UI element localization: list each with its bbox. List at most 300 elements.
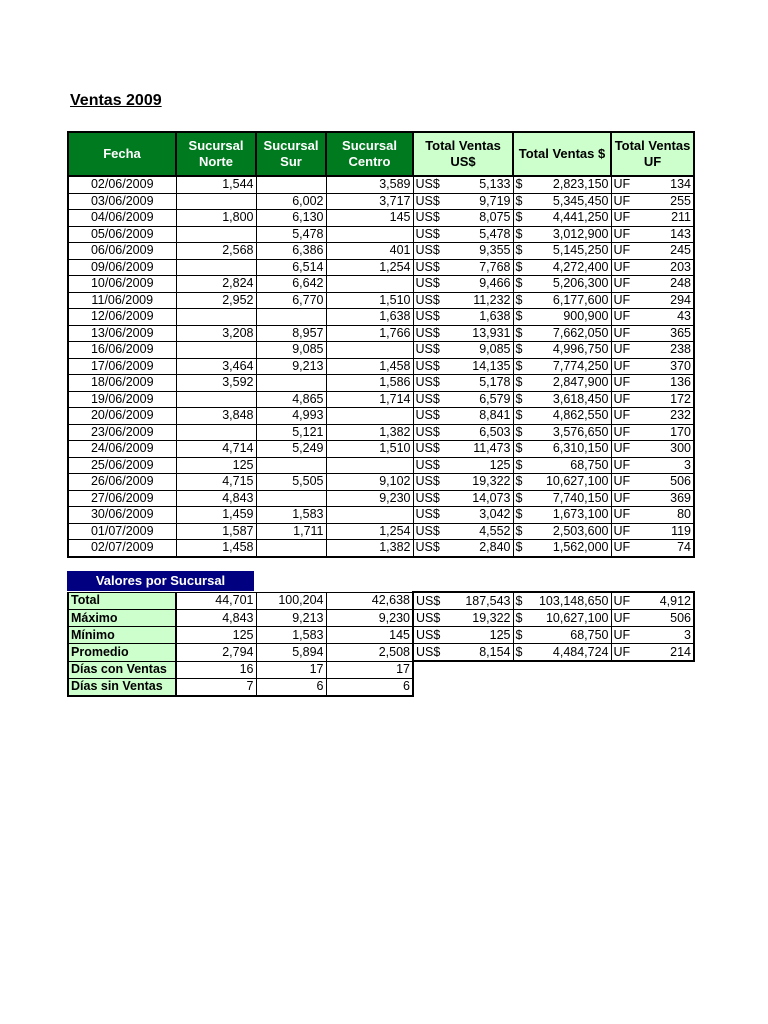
cell-fecha[interactable]: 16/06/2009	[68, 342, 176, 359]
cell-clp-symbol[interactable]: $	[513, 490, 533, 507]
header-uf[interactable]: Total Ventas UF	[611, 132, 694, 176]
cell-uf-symbol[interactable]: UF	[611, 358, 635, 375]
header-centro[interactable]: Sucursal Centro	[326, 132, 413, 176]
summary-title: Valores por Sucursal	[67, 571, 254, 591]
header-row	[68, 132, 694, 176]
cell-usd-symbol[interactable]: US$	[413, 325, 453, 342]
cell-uf[interactable]: 294	[635, 292, 694, 309]
cell-usd[interactable]: 6,503	[453, 424, 513, 441]
cell-usd-symbol[interactable]: US$	[413, 375, 453, 392]
cell-fecha[interactable]: 17/06/2009	[68, 358, 176, 375]
cell-fecha[interactable]: 27/06/2009	[68, 490, 176, 507]
cell-clp-symbol[interactable]: $	[513, 408, 533, 425]
cell-sur[interactable]	[256, 176, 326, 193]
cell-usd[interactable]: 11,473	[453, 441, 513, 458]
cell-clp-symbol[interactable]: $	[513, 441, 533, 458]
cell-clp-symbol[interactable]: $	[513, 540, 533, 557]
cell-fecha[interactable]: 02/07/2009	[68, 540, 176, 557]
cell-clp[interactable]: 4,862,550	[533, 408, 611, 425]
sales-table	[67, 131, 695, 558]
summary-norte[interactable]: 2,794	[176, 644, 256, 662]
cell-sur[interactable]: 5,478	[256, 226, 326, 243]
cell-norte[interactable]	[176, 193, 256, 210]
cell-norte[interactable]: 1,458	[176, 540, 256, 557]
cell-centro[interactable]: 1,254	[326, 523, 413, 540]
summary-norte[interactable]: 4,843	[176, 610, 256, 627]
cell-sur[interactable]	[256, 457, 326, 474]
cell-uf-symbol[interactable]: UF	[611, 540, 635, 557]
cell-clp[interactable]: 5,145,250	[533, 243, 611, 260]
cell-fecha[interactable]: 09/06/2009	[68, 259, 176, 276]
cell-uf-symbol[interactable]: UF	[611, 408, 635, 425]
cell-fecha[interactable]: 03/06/2009	[68, 193, 176, 210]
cell-uf[interactable]: 134	[635, 176, 694, 193]
cell-uf[interactable]: 170	[635, 424, 694, 441]
summary-uf-symbol[interactable]: UF	[611, 592, 635, 610]
cell-clp[interactable]: 4,441,250	[533, 210, 611, 227]
cell-uf[interactable]: 211	[635, 210, 694, 227]
cell-uf-symbol[interactable]: UF	[611, 176, 635, 193]
summary-usd[interactable]: 8,154	[453, 644, 513, 662]
cell-fecha[interactable]: 11/06/2009	[68, 292, 176, 309]
cell-sur[interactable]	[256, 490, 326, 507]
cell-centro[interactable]: 1,586	[326, 375, 413, 392]
cell-sur[interactable]: 1,583	[256, 507, 326, 524]
cell-usd[interactable]: 1,638	[453, 309, 513, 326]
summary-centro[interactable]: 42,638	[326, 592, 413, 610]
cell-clp-symbol[interactable]: $	[513, 243, 533, 260]
cell-usd[interactable]: 11,232	[453, 292, 513, 309]
summary-centro[interactable]: 145	[326, 627, 413, 644]
cell-usd-symbol[interactable]: US$	[413, 176, 453, 193]
cell-sur[interactable]: 6,642	[256, 276, 326, 293]
cell-usd[interactable]: 8,841	[453, 408, 513, 425]
cell-usd[interactable]: 9,719	[453, 193, 513, 210]
cell-clp-symbol[interactable]: $	[513, 276, 533, 293]
cell-clp[interactable]: 1,562,000	[533, 540, 611, 557]
cell-uf[interactable]: 3	[635, 457, 694, 474]
cell-usd[interactable]: 9,466	[453, 276, 513, 293]
cell-uf-symbol[interactable]: UF	[611, 342, 635, 359]
cell-clp[interactable]: 4,996,750	[533, 342, 611, 359]
cell-centro[interactable]: 1,382	[326, 424, 413, 441]
cell-usd-symbol[interactable]: US$	[413, 342, 453, 359]
cell-uf-symbol[interactable]: UF	[611, 507, 635, 524]
cell-centro[interactable]: 1,510	[326, 292, 413, 309]
cell-usd[interactable]: 14,073	[453, 490, 513, 507]
summary-norte[interactable]: 125	[176, 627, 256, 644]
cell-sur[interactable]	[256, 540, 326, 557]
cell-usd-symbol[interactable]: US$	[413, 424, 453, 441]
cell-usd-symbol[interactable]: US$	[413, 441, 453, 458]
summary-label: Promedio	[68, 644, 176, 662]
cell-uf-symbol[interactable]: UF	[611, 375, 635, 392]
cell-fecha[interactable]: 25/06/2009	[68, 457, 176, 474]
cell-uf-symbol[interactable]: UF	[611, 243, 635, 260]
cell-usd-symbol[interactable]: US$	[413, 507, 453, 524]
cell-clp[interactable]: 7,740,150	[533, 490, 611, 507]
cell-clp[interactable]: 1,673,100	[533, 507, 611, 524]
cell-usd-symbol[interactable]: US$	[413, 226, 453, 243]
cell-usd[interactable]: 8,075	[453, 210, 513, 227]
summary-uf-symbol[interactable]: UF	[611, 627, 635, 644]
blank-cell	[635, 678, 694, 696]
cell-uf[interactable]: 43	[635, 309, 694, 326]
cell-norte[interactable]	[176, 424, 256, 441]
cell-usd-symbol[interactable]: US$	[413, 540, 453, 557]
header-clp[interactable]: Total Ventas $	[513, 132, 611, 176]
table-row	[68, 375, 694, 392]
cell-clp[interactable]: 3,618,450	[533, 391, 611, 408]
cell-fecha[interactable]: 20/06/2009	[68, 408, 176, 425]
cell-clp-symbol[interactable]: $	[513, 507, 533, 524]
cell-clp-symbol[interactable]: $	[513, 226, 533, 243]
cell-centro[interactable]: 145	[326, 210, 413, 227]
table-row	[68, 193, 694, 210]
cell-usd-symbol[interactable]: US$	[413, 210, 453, 227]
summary-row	[68, 644, 694, 662]
summary-norte[interactable]: 7	[176, 678, 256, 696]
cell-centro[interactable]	[326, 457, 413, 474]
table-row	[68, 424, 694, 441]
cell-centro[interactable]	[326, 507, 413, 524]
cell-fecha[interactable]: 12/06/2009	[68, 309, 176, 326]
cell-norte[interactable]: 3,848	[176, 408, 256, 425]
cell-clp-symbol[interactable]: $	[513, 193, 533, 210]
table-row	[68, 243, 694, 260]
table-row	[68, 441, 694, 458]
cell-centro[interactable]	[326, 408, 413, 425]
summary-label: Mínimo	[68, 627, 176, 644]
cell-uf[interactable]: 300	[635, 441, 694, 458]
cell-centro[interactable]: 1,458	[326, 358, 413, 375]
cell-clp[interactable]: 4,272,400	[533, 259, 611, 276]
cell-clp-symbol[interactable]: $	[513, 391, 533, 408]
summary-sur[interactable]: 100,204	[256, 592, 326, 610]
cell-clp[interactable]: 7,774,250	[533, 358, 611, 375]
summary-clp-symbol[interactable]: $	[513, 592, 533, 610]
cell-uf[interactable]: 238	[635, 342, 694, 359]
cell-uf-symbol[interactable]: UF	[611, 474, 635, 491]
cell-usd[interactable]: 7,768	[453, 259, 513, 276]
cell-clp-symbol[interactable]: $	[513, 176, 533, 193]
cell-usd[interactable]: 5,133	[453, 176, 513, 193]
cell-clp-symbol[interactable]: $	[513, 424, 533, 441]
cell-norte[interactable]: 3,464	[176, 358, 256, 375]
cell-centro[interactable]: 401	[326, 243, 413, 260]
cell-clp-symbol[interactable]: $	[513, 259, 533, 276]
cell-clp-symbol[interactable]: $	[513, 210, 533, 227]
cell-uf[interactable]: 143	[635, 226, 694, 243]
cell-usd[interactable]: 125	[453, 457, 513, 474]
summary-label: Máximo	[68, 610, 176, 627]
cell-usd-symbol[interactable]: US$	[413, 523, 453, 540]
summary-uf[interactable]: 214	[635, 644, 694, 662]
summary-centro[interactable]: 2,508	[326, 644, 413, 662]
cell-uf[interactable]: 369	[635, 490, 694, 507]
summary-row	[68, 610, 694, 627]
cell-sur[interactable]: 6,386	[256, 243, 326, 260]
summary-uf[interactable]: 4,912	[635, 592, 694, 610]
cell-norte[interactable]	[176, 391, 256, 408]
cell-uf[interactable]: 74	[635, 540, 694, 557]
cell-usd-symbol[interactable]: US$	[413, 391, 453, 408]
cell-norte[interactable]	[176, 226, 256, 243]
table-row	[68, 523, 694, 540]
page-title: Ventas 2009	[70, 92, 162, 109]
cell-norte[interactable]: 2,824	[176, 276, 256, 293]
cell-sur[interactable]: 8,957	[256, 325, 326, 342]
cell-clp-symbol[interactable]: $	[513, 358, 533, 375]
cell-uf-symbol[interactable]: UF	[611, 292, 635, 309]
cell-sur[interactable]: 1,711	[256, 523, 326, 540]
cell-uf[interactable]: 80	[635, 507, 694, 524]
cell-centro[interactable]	[326, 276, 413, 293]
cell-norte[interactable]: 1,800	[176, 210, 256, 227]
cell-norte[interactable]: 4,715	[176, 474, 256, 491]
summary-norte[interactable]: 16	[176, 661, 256, 678]
cell-clp[interactable]: 2,823,150	[533, 176, 611, 193]
cell-centro[interactable]: 3,589	[326, 176, 413, 193]
blank-cell	[453, 678, 513, 696]
cell-usd-symbol[interactable]: US$	[413, 193, 453, 210]
cell-norte[interactable]: 4,714	[176, 441, 256, 458]
cell-sur[interactable]	[256, 375, 326, 392]
cell-norte[interactable]: 125	[176, 457, 256, 474]
cell-fecha[interactable]: 19/06/2009	[68, 391, 176, 408]
cell-centro[interactable]: 1,254	[326, 259, 413, 276]
cell-usd[interactable]: 5,178	[453, 375, 513, 392]
summary-usd-symbol[interactable]: US$	[413, 644, 453, 662]
cell-usd[interactable]: 3,042	[453, 507, 513, 524]
cell-uf[interactable]: 255	[635, 193, 694, 210]
cell-clp-symbol[interactable]: $	[513, 474, 533, 491]
cell-clp[interactable]: 3,012,900	[533, 226, 611, 243]
cell-uf[interactable]: 245	[635, 243, 694, 260]
cell-usd-symbol[interactable]: US$	[413, 408, 453, 425]
summary-sur[interactable]: 6	[256, 678, 326, 696]
summary-clp[interactable]: 103,148,650	[533, 592, 611, 610]
cell-centro[interactable]: 3,717	[326, 193, 413, 210]
cell-uf-symbol[interactable]: UF	[611, 457, 635, 474]
cell-uf[interactable]: 119	[635, 523, 694, 540]
cell-centro[interactable]: 1,638	[326, 309, 413, 326]
summary-clp[interactable]: 68,750	[533, 627, 611, 644]
cell-uf-symbol[interactable]: UF	[611, 210, 635, 227]
cell-centro[interactable]: 9,102	[326, 474, 413, 491]
cell-clp-symbol[interactable]: $	[513, 375, 533, 392]
cell-norte[interactable]: 2,568	[176, 243, 256, 260]
summary-centro[interactable]: 17	[326, 661, 413, 678]
cell-usd-symbol[interactable]: US$	[413, 259, 453, 276]
summary-usd-symbol[interactable]: US$	[413, 592, 453, 610]
cell-uf-symbol[interactable]: UF	[611, 325, 635, 342]
cell-clp-symbol[interactable]: $	[513, 325, 533, 342]
cell-clp[interactable]: 6,177,600	[533, 292, 611, 309]
cell-uf[interactable]: 506	[635, 474, 694, 491]
cell-uf[interactable]: 136	[635, 375, 694, 392]
cell-uf-symbol[interactable]: UF	[611, 226, 635, 243]
cell-centro[interactable]: 9,230	[326, 490, 413, 507]
cell-usd[interactable]: 4,552	[453, 523, 513, 540]
cell-clp-symbol[interactable]: $	[513, 292, 533, 309]
summary-uf-symbol[interactable]: UF	[611, 610, 635, 627]
cell-fecha[interactable]: 01/07/2009	[68, 523, 176, 540]
cell-sur[interactable]: 5,121	[256, 424, 326, 441]
cell-usd-symbol[interactable]: US$	[413, 490, 453, 507]
cell-usd[interactable]: 19,322	[453, 474, 513, 491]
cell-usd-symbol[interactable]: US$	[413, 276, 453, 293]
blank-cell	[611, 661, 635, 678]
cell-clp[interactable]: 900,900	[533, 309, 611, 326]
cell-centro[interactable]: 1,766	[326, 325, 413, 342]
summary-sur[interactable]: 17	[256, 661, 326, 678]
cell-norte[interactable]: 4,843	[176, 490, 256, 507]
cell-uf-symbol[interactable]: UF	[611, 276, 635, 293]
summary-sur[interactable]: 9,213	[256, 610, 326, 627]
cell-fecha[interactable]: 30/06/2009	[68, 507, 176, 524]
cell-uf-symbol[interactable]: UF	[611, 441, 635, 458]
cell-usd[interactable]: 9,085	[453, 342, 513, 359]
cell-clp[interactable]: 2,847,900	[533, 375, 611, 392]
cell-usd[interactable]: 5,478	[453, 226, 513, 243]
cell-uf-symbol[interactable]: UF	[611, 259, 635, 276]
summary-uf[interactable]: 3	[635, 627, 694, 644]
cell-norte[interactable]: 1,544	[176, 176, 256, 193]
cell-norte[interactable]	[176, 309, 256, 326]
cell-uf-symbol[interactable]: UF	[611, 193, 635, 210]
cell-norte[interactable]: 1,587	[176, 523, 256, 540]
cell-sur[interactable]: 4,865	[256, 391, 326, 408]
cell-usd[interactable]: 6,579	[453, 391, 513, 408]
cell-sur[interactable]: 9,213	[256, 358, 326, 375]
cell-centro[interactable]: 1,510	[326, 441, 413, 458]
cell-clp[interactable]: 68,750	[533, 457, 611, 474]
cell-uf-symbol[interactable]: UF	[611, 424, 635, 441]
summary-uf[interactable]: 506	[635, 610, 694, 627]
summary-sur[interactable]: 5,894	[256, 644, 326, 662]
cell-centro[interactable]: 1,714	[326, 391, 413, 408]
cell-centro[interactable]	[326, 226, 413, 243]
cell-fecha[interactable]: 23/06/2009	[68, 424, 176, 441]
cell-usd-symbol[interactable]: US$	[413, 243, 453, 260]
summary-usd-symbol[interactable]: US$	[413, 610, 453, 627]
cell-fecha[interactable]: 10/06/2009	[68, 276, 176, 293]
summary-usd-symbol[interactable]: US$	[413, 627, 453, 644]
cell-clp[interactable]: 5,206,300	[533, 276, 611, 293]
cell-fecha[interactable]: 24/06/2009	[68, 441, 176, 458]
header-fecha[interactable]: Fecha	[68, 132, 176, 176]
cell-usd-symbol[interactable]: US$	[413, 358, 453, 375]
cell-clp[interactable]: 10,627,100	[533, 474, 611, 491]
cell-centro[interactable]: 1,382	[326, 540, 413, 557]
cell-norte[interactable]: 3,592	[176, 375, 256, 392]
cell-norte[interactable]: 2,952	[176, 292, 256, 309]
cell-clp[interactable]: 7,662,050	[533, 325, 611, 342]
header-sur[interactable]: Sucursal Sur	[256, 132, 326, 176]
cell-centro[interactable]	[326, 342, 413, 359]
cell-uf[interactable]: 232	[635, 408, 694, 425]
cell-fecha[interactable]: 06/06/2009	[68, 243, 176, 260]
cell-sur[interactable]: 6,514	[256, 259, 326, 276]
cell-usd[interactable]: 14,135	[453, 358, 513, 375]
summary-norte[interactable]: 44,701	[176, 592, 256, 610]
cell-clp[interactable]: 3,576,650	[533, 424, 611, 441]
cell-norte[interactable]	[176, 342, 256, 359]
cell-uf[interactable]: 248	[635, 276, 694, 293]
cell-sur[interactable]: 6,130	[256, 210, 326, 227]
cell-usd[interactable]: 2,840	[453, 540, 513, 557]
header-usd[interactable]: Total Ventas US$	[413, 132, 513, 176]
cell-fecha[interactable]: 26/06/2009	[68, 474, 176, 491]
cell-uf[interactable]: 172	[635, 391, 694, 408]
cell-clp[interactable]: 2,503,600	[533, 523, 611, 540]
cell-uf-symbol[interactable]: UF	[611, 523, 635, 540]
cell-norte[interactable]: 3,208	[176, 325, 256, 342]
summary-usd[interactable]: 19,322	[453, 610, 513, 627]
cell-clp-symbol[interactable]: $	[513, 523, 533, 540]
cell-uf[interactable]: 370	[635, 358, 694, 375]
cell-clp-symbol[interactable]: $	[513, 342, 533, 359]
cell-sur[interactable]: 5,505	[256, 474, 326, 491]
table-row	[68, 391, 694, 408]
summary-clp[interactable]: 4,484,724	[533, 644, 611, 662]
cell-fecha[interactable]: 05/06/2009	[68, 226, 176, 243]
cell-uf[interactable]: 203	[635, 259, 694, 276]
cell-fecha[interactable]: 18/06/2009	[68, 375, 176, 392]
cell-usd[interactable]: 13,931	[453, 325, 513, 342]
summary-uf-symbol[interactable]: UF	[611, 644, 635, 662]
cell-sur[interactable]: 9,085	[256, 342, 326, 359]
cell-uf-symbol[interactable]: UF	[611, 309, 635, 326]
summary-usd[interactable]: 187,543	[453, 592, 513, 610]
cell-uf-symbol[interactable]: UF	[611, 391, 635, 408]
summary-clp-symbol[interactable]: $	[513, 610, 533, 627]
cell-fecha[interactable]: 13/06/2009	[68, 325, 176, 342]
cell-uf-symbol[interactable]: UF	[611, 490, 635, 507]
summary-centro[interactable]: 6	[326, 678, 413, 696]
summary-centro[interactable]: 9,230	[326, 610, 413, 627]
table-row	[68, 325, 694, 342]
cell-norte[interactable]	[176, 259, 256, 276]
summary-usd[interactable]: 125	[453, 627, 513, 644]
cell-usd-symbol[interactable]: US$	[413, 309, 453, 326]
cell-usd-symbol[interactable]: US$	[413, 474, 453, 491]
summary-clp[interactable]: 10,627,100	[533, 610, 611, 627]
cell-fecha[interactable]: 02/06/2009	[68, 176, 176, 193]
cell-uf[interactable]: 365	[635, 325, 694, 342]
cell-usd-symbol[interactable]: US$	[413, 457, 453, 474]
cell-sur[interactable]: 4,993	[256, 408, 326, 425]
cell-norte[interactable]: 1,459	[176, 507, 256, 524]
cell-usd[interactable]: 9,355	[453, 243, 513, 260]
summary-clp-symbol[interactable]: $	[513, 627, 533, 644]
summary-sur[interactable]: 1,583	[256, 627, 326, 644]
cell-sur[interactable]	[256, 309, 326, 326]
summary-clp-symbol[interactable]: $	[513, 644, 533, 662]
cell-clp-symbol[interactable]: $	[513, 309, 533, 326]
cell-sur[interactable]: 6,770	[256, 292, 326, 309]
table-row	[68, 408, 694, 425]
header-norte[interactable]: Sucursal Norte	[176, 132, 256, 176]
cell-clp[interactable]: 5,345,450	[533, 193, 611, 210]
cell-fecha[interactable]: 04/06/2009	[68, 210, 176, 227]
cell-sur[interactable]: 5,249	[256, 441, 326, 458]
cell-sur[interactable]: 6,002	[256, 193, 326, 210]
cell-clp[interactable]: 6,310,150	[533, 441, 611, 458]
cell-usd-symbol[interactable]: US$	[413, 292, 453, 309]
cell-clp-symbol[interactable]: $	[513, 457, 533, 474]
